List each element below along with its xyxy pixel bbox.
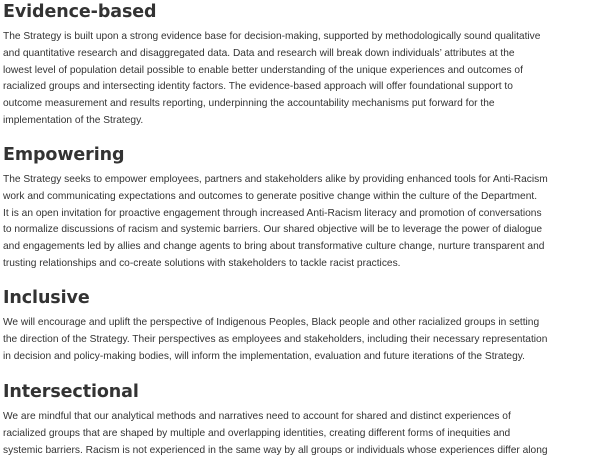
paragraph-line: and quantitative research and disaggregated data. Data and research will break down individuals’ attributes at the <box>3 47 515 59</box>
paragraph-line: trusting relationships and co-create solutions with stakeholders to tackle racist practices. <box>3 257 401 269</box>
paragraph-line: lowest level of population detail possible to enable better understanding of the unique experiences and outcomes of <box>3 64 523 76</box>
section-heading: Evidence-based <box>3 2 157 22</box>
paragraph-line: in decision and policy-making bodies, will inform the implementation, evaluation and future iterations of the Strategy. <box>3 350 525 362</box>
paragraph-line: implementation of the Strategy. <box>3 114 144 126</box>
paragraph-line: to normalize discussions of racism and systemic barriers. Our shared objective will be to leverage the power of dialogue <box>3 224 543 236</box>
section-paragraph <box>3 315 547 365</box>
paragraph-line: The Strategy is built upon a strong evidence base for decision-making, supported by methodologically sound qualitative <box>3 31 541 42</box>
paragraph-line: racialized groups that are shaped by multiple and overlapping identities, creating different forms of inequities and <box>3 427 511 439</box>
section-heading: Intersectional <box>3 382 139 402</box>
section-paragraph <box>3 409 548 459</box>
paragraph-line: It is an open invitation for proactive engagement through increased Anti-Racism literacy and promotion of conversations <box>3 207 542 219</box>
paragraph-line: We will encourage and uplift the perspective of Indigenous Peoples, Black people and other racialized groups in setting <box>3 317 540 328</box>
section-paragraph <box>3 29 540 130</box>
section-heading: Inclusive <box>3 288 90 308</box>
paragraph-line: and engagements led by allies and change agents to bring about transformative culture change, nurture transparent and <box>3 241 545 253</box>
paragraph-line: The Strategy seeks to empower employees, partners and stakeholders alike by providing enhanced tools for Anti-Racism <box>3 174 548 185</box>
section-empowering <box>3 143 548 273</box>
paragraph-line: outcome measurement and results reporting, underpinning the accountability mechanisms put forward for the <box>3 98 495 110</box>
paragraph-line: racialized groups and intersecting identity factors. The evidence-based approach will offer foundational support to <box>3 81 513 93</box>
section-intersectional <box>3 380 548 459</box>
paragraph-line: the direction of the Strategy. Their perspectives as employees and stakeholders, including their necessary representation <box>3 333 548 345</box>
paragraph-line: systemic barriers. Racism is not experienced in the same way by all groups or individuals whose experiences differ along <box>3 444 548 456</box>
section-paragraph <box>3 172 548 273</box>
section-evidence-based <box>3 0 540 130</box>
section-inclusive <box>3 286 547 365</box>
paragraph-line: work and communicating expectations and outcomes to generate positive change within the culture of the Department. <box>3 190 538 202</box>
paragraph-line: We are mindful that our analytical methods and narratives need to account for shared and distinct experiences of <box>3 411 511 422</box>
section-heading: Empowering <box>3 145 125 165</box>
